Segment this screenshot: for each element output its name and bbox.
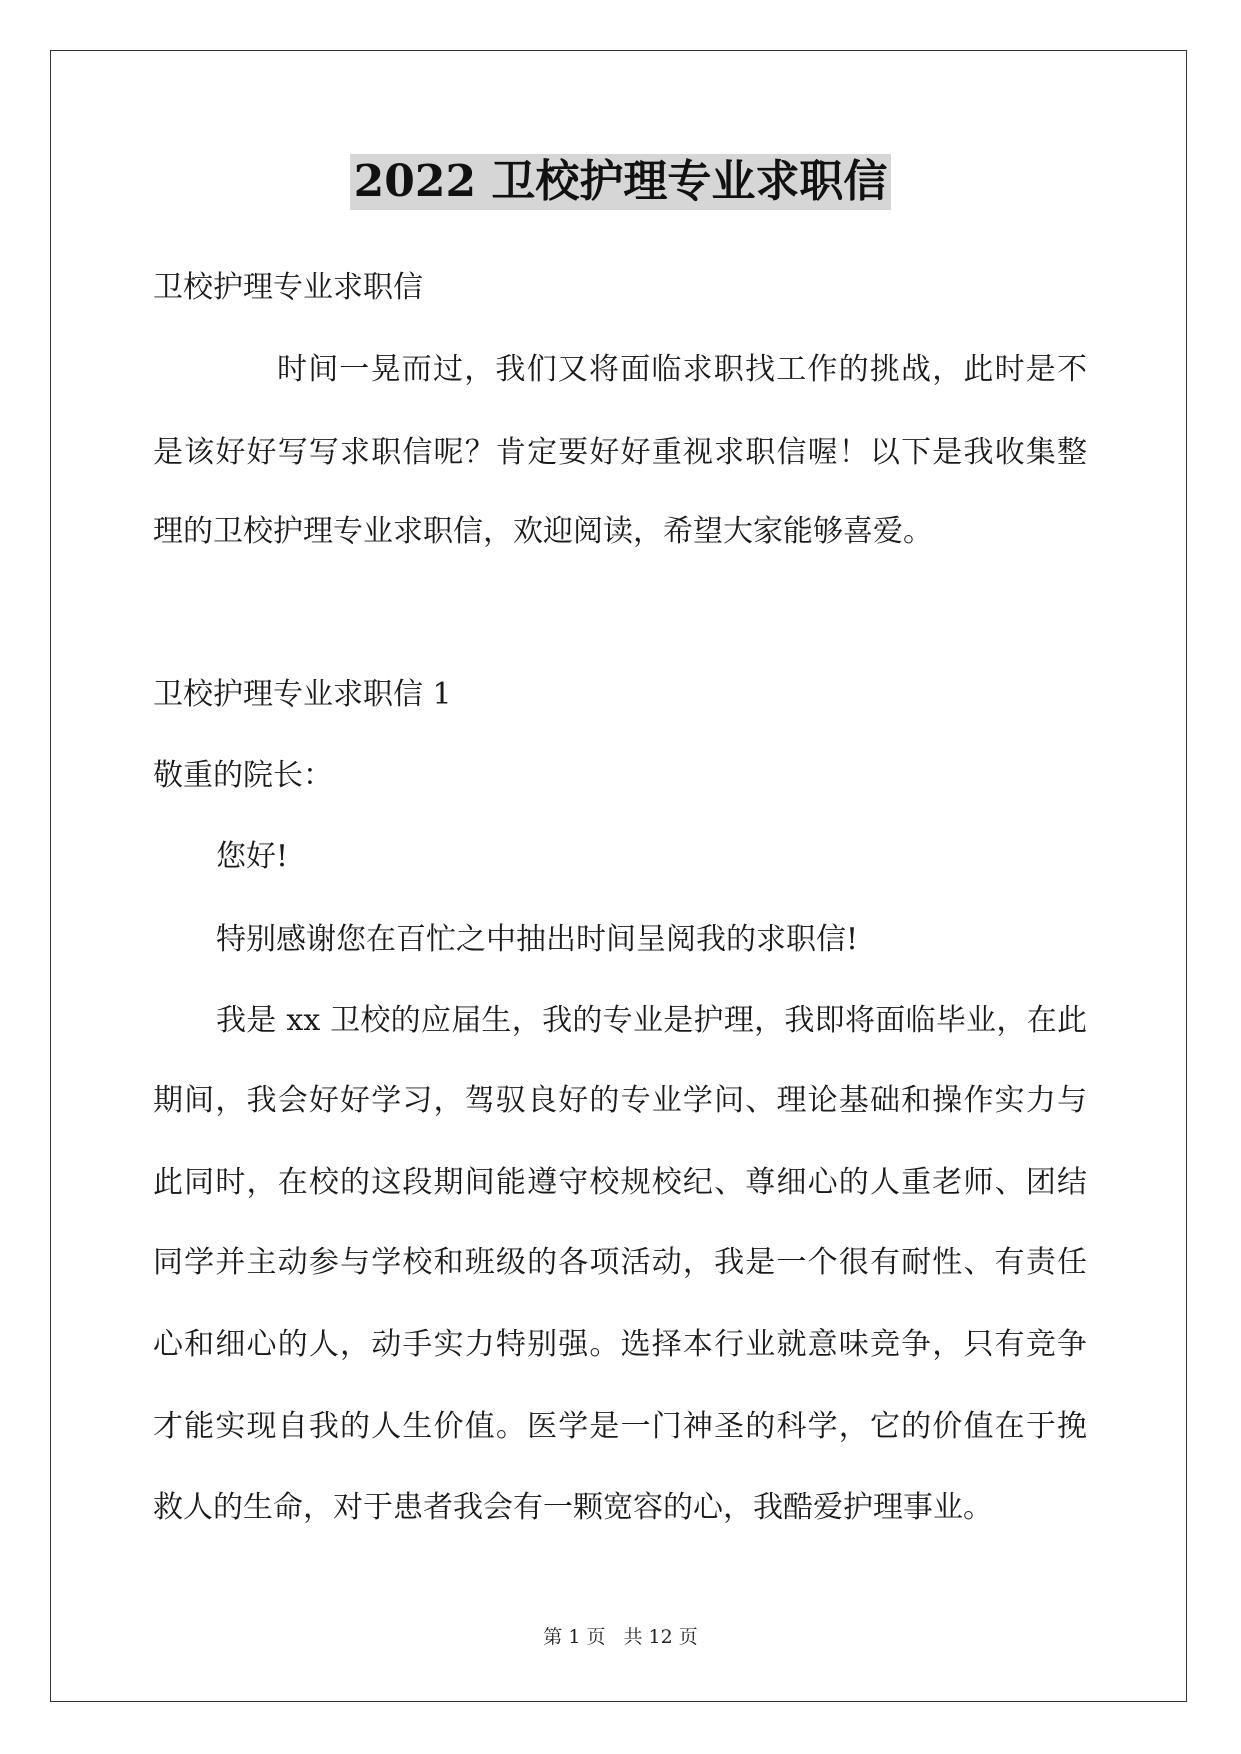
page-number: 第 1 页 xyxy=(543,1626,606,1648)
intro-line: 是该好好写写求职信呢？肯定要好好重视求职信喔！以下是我收集整 xyxy=(153,435,1087,470)
greeting: 您好! xyxy=(216,839,289,874)
title-container xyxy=(0,154,1241,210)
intro-line: 时间一晃而过，我们又将面临求职找工作的挑战，此时是不 xyxy=(277,352,1087,387)
body-line: 救人的生命，对于患者我会有一颗宽容的心，我酷爱护理事业。 xyxy=(153,1490,993,1525)
body-line: 期间，我会好好学习，驾驭良好的专业学问、理论基础和操作实力与 xyxy=(153,1083,1087,1118)
page-footer xyxy=(0,1624,1241,1650)
letter-heading: 卫校护理专业求职信 1 xyxy=(153,677,452,712)
salutation: 敬重的院长： xyxy=(153,758,333,793)
body-line: 我是 xx 卫校的应届生，我的专业是护理，我即将面临毕业，在此 xyxy=(216,1003,1087,1038)
document-title: 2022 卫校护理专业求职信 xyxy=(350,154,892,210)
page-total: 共 12 页 xyxy=(623,1626,698,1648)
body-line: 才能实现自我的人生价值。医学是一门神圣的科学，它的价值在于挽 xyxy=(153,1409,1087,1444)
body-line: 此同时，在校的这段期间能遵守校规校纪、尊细心的人重老师、团结 xyxy=(153,1165,1087,1200)
thanks-line: 特别感谢您在百忙之中抽出时间呈阅我的求职信! xyxy=(216,922,859,957)
body-line: 同学并主动参与学校和班级的各项活动，我是一个很有耐性、有责任 xyxy=(153,1245,1087,1280)
subtitle: 卫校护理专业求职信 xyxy=(153,270,423,305)
body-line: 心和细心的人，动手实力特别强。选择本行业就意味竞争，只有竞争 xyxy=(153,1327,1087,1362)
intro-line: 理的卫校护理专业求职信，欢迎阅读，希望大家能够喜爱。 xyxy=(153,514,933,549)
